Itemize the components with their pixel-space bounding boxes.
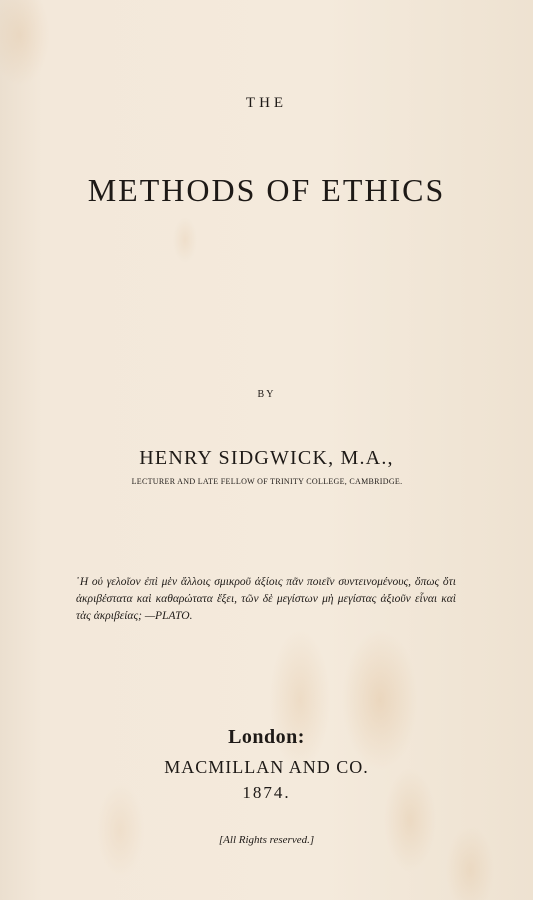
book-title: METHODS OF ETHICS — [87, 172, 446, 208]
publisher-name: MACMILLAN AND CO. — [164, 757, 369, 777]
rights-notice: [All Rights reserved.] — [218, 834, 315, 846]
pre-title: THE — [245, 95, 288, 111]
publication-city: London: — [228, 726, 305, 748]
publication-year: 1874. — [242, 783, 291, 802]
author-name: HENRY SIDGWICK, M.A., — [139, 447, 394, 469]
by-line: BY — [257, 389, 276, 400]
greek-epigraph: ῾Η οὐ γελοῖον ἐπὶ μὲν ἄλλοις σμικροῦ ἀξίοις πᾶν ποιεῖν συντεινομένους, ὅπως ὅτι ἀκριβέστατα καὶ καθαρώτατα ἕξει, τῶν δὲ μεγίστων μὴ μεγίστας ἀξιοῦν εἶναι καὶ τὰς ἀκριβείας; —PLATO. — [76, 576, 456, 622]
author-affiliation: LECTURER AND LATE FELLOW OF TRINITY COLLEGE, CAMBRIDGE. — [131, 477, 403, 486]
